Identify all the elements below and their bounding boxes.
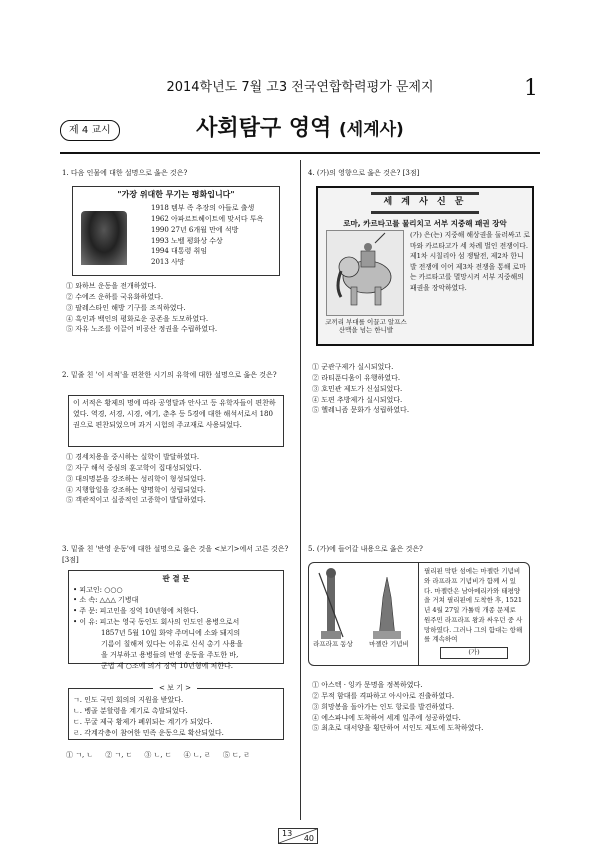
verdict-line: 군법 제 ○조에 의거 징역 10년형에 처한다.: [101, 661, 234, 670]
option[interactable]: ② 수에즈 운하를 국유화하였다.: [66, 292, 164, 301]
verdict-line: • 소 속: △△△ 기병대: [73, 596, 139, 605]
book-text: 필리핀 막탄 섬에는 마젤란 기념비와 라프라프 기념비가 함께 서 있다. 마젤란은 남아메리카와 태평양을 거쳐 필리핀에 도착한 후, 1521년 4월 27일 가톨릭 개종 문제로 원주민 라프라프 왕과 싸우던 중 사망하였다. 그러나 그의 함대는 항해를 계속하여: [424, 567, 523, 644]
image-caption: 코끼리 부대를 이끌고 알프스 산맥을 넘는 한니발: [325, 318, 407, 335]
subject-sub: (세계사): [339, 120, 404, 140]
portrait-image: [81, 211, 127, 265]
subject-main: 사회탐구 영역: [196, 116, 332, 141]
page-current: 13: [282, 829, 293, 838]
verdict-box: [68, 570, 284, 670]
question-5-options: [308, 680, 536, 734]
option[interactable]: ⑤ 헬레니즘 문화가 성립하였다.: [312, 406, 410, 415]
verdict-line: 1857년 5월 10일 화약 주머니에 소와 돼지의: [101, 629, 241, 637]
book-right-page: [418, 562, 530, 666]
question-2-prompt: 2. 밑줄 친 '이 서적'을 편찬한 시기의 유학에 대한 설명으로 옳은 것은?: [62, 371, 277, 379]
option[interactable]: ② 라티푼디움이 유행하였다.: [312, 373, 401, 382]
header-rule: [60, 152, 540, 154]
verdict-line: • 피고인: ○○○: [73, 585, 123, 594]
option[interactable]: ④ ㄴ, ㄹ: [183, 751, 211, 759]
option[interactable]: ③ ㄴ, ㄷ: [144, 751, 172, 759]
question-3-answers: [66, 750, 294, 761]
option[interactable]: ④ 흑인과 백인의 평화로운 공존을 도모하였다.: [66, 314, 209, 323]
question-2-box: 이 서적은 황제의 명에 따라 공영달과 안사고 등 유학자들이 편찬하였다. 역경, 서경, 시경, 예기, 춘추 등 5경에 대한 해석서로서 180권으로 편찬되었으며 과거 시험의 주교재로 사용되었다.: [68, 395, 284, 447]
bogi-item: ㄹ. 각계각층이 참여한 민족 운동으로 확산되었다.: [73, 728, 224, 737]
option[interactable]: ④ 지행합일을 강조하는 양명학이 성립되었다.: [66, 485, 206, 494]
bogi-box: [68, 684, 284, 740]
question-4-options: [308, 362, 536, 416]
option[interactable]: ⑤ 최초로 대서양을 횡단하여 서인도 제도에 도착하였다.: [312, 724, 484, 733]
page-total: 40: [303, 834, 314, 843]
verdict-line: • 이 유: 피고는 영국 동인도 회사의 인도인 용병으로서: [73, 618, 240, 627]
quote-title: "가장 위대한 무기는 평화입니다": [117, 190, 235, 199]
bogi-item: ㄷ. 무굴 제국 황제가 폐위되는 계기가 되었다.: [73, 717, 213, 726]
option[interactable]: ③ 희망봉을 돌아가는 인도 항로를 발견하였다.: [312, 702, 455, 711]
bogi-title: < 보 기 >: [153, 683, 197, 694]
question-1-options: [62, 281, 290, 335]
option[interactable]: ④ 에스파냐에 도착하여 세계 일주에 성공하였다.: [312, 713, 461, 722]
option[interactable]: ③ 호민관 제도가 신설되었다.: [312, 384, 403, 393]
page-counter: [278, 828, 318, 844]
hannibal-elephant-image: [326, 230, 404, 316]
option[interactable]: ③ 팔레스타인 해방 기구를 조직하였다.: [66, 303, 186, 312]
option[interactable]: ④ 도편 추방제가 실시되었다.: [312, 395, 403, 404]
timeline-item: 1962 아파르트헤이트에 맞서다 투옥: [151, 214, 264, 223]
option[interactable]: ① 와하브 운동을 전개하였다.: [66, 282, 157, 290]
option[interactable]: ① ㄱ, ㄴ: [66, 751, 94, 759]
subject-title: [0, 112, 600, 145]
newspaper-box: [316, 186, 534, 346]
question-1-prompt: 1. 다음 인물에 대한 설명으로 옳은 것은?: [62, 169, 188, 177]
timeline-item: 1918 템부 족 추장의 아들로 출생: [151, 204, 255, 212]
timeline-item: 2013 사망: [151, 258, 185, 267]
page-number: 1: [524, 76, 538, 101]
question-3-prompt: 3. 밑줄 친 '반영 운동'에 대한 설명으로 옳은 것을 <보기>에서 고른 것은? [3점]: [62, 545, 289, 564]
open-book-illustration: [308, 562, 530, 672]
option[interactable]: ⑤ 객관적이고 실증적인 고증학이 발달하였다.: [66, 496, 206, 505]
timeline: [151, 203, 263, 268]
option[interactable]: ② ㄱ, ㄷ: [105, 751, 133, 759]
question-1-box: [72, 186, 280, 276]
bogi-item: ㄴ. 벵골 분할령을 계기로 촉발되었다.: [73, 706, 188, 715]
exam-title: 2014학년도 7월 고3 전국연합학력평가 문제지: [166, 80, 434, 95]
blank-box: (가): [440, 647, 508, 659]
question-4-prompt: 4. (가)의 영향으로 옳은 것은? [3점]: [308, 169, 420, 177]
timeline-item: 1994 대통령 취임: [151, 247, 208, 256]
verdict-line: 을 거부하고 용병들의 반영 운동을 주도한 바,: [101, 650, 239, 659]
option[interactable]: ⑤ 자유 노조를 이끌어 비공산 정권을 수립하였다.: [66, 325, 218, 334]
bogi-item: ㄱ. 인도 국민 회의의 지원을 받았다.: [73, 696, 184, 704]
statue-caption-magellan: 마젤란 기념비: [369, 640, 409, 648]
option[interactable]: ⑤ ㄷ, ㄹ: [222, 751, 251, 759]
option[interactable]: ① 군관구제가 실시되었다.: [312, 363, 394, 371]
timeline-item: 1990 27년 6개월 만에 석방: [151, 225, 239, 234]
statue-caption-lapulapu: 라프라프 동상: [313, 640, 353, 648]
book-left-page: [308, 562, 420, 666]
newspaper-headline: 로마, 카르타고를 물리치고 서부 지중해 패권 장악: [343, 218, 507, 228]
option[interactable]: ① 아스텍 · 잉카 문명을 정복하였다.: [312, 681, 423, 689]
newspaper-masthead: 세 계 사 신 문: [318, 192, 532, 214]
question-5-prompt: 5. (가)에 들어갈 내용으로 옳은 것은?: [308, 545, 423, 553]
timeline-item: 1993 노벨 평화상 수상: [151, 236, 223, 245]
column-divider: [300, 160, 301, 820]
option[interactable]: ② 자구 해석 중심의 훈고학이 집대성되었다.: [66, 463, 202, 472]
newspaper-body: (가) 은(는) 지중해 해상권을 둘러싸고 로마와 카르타고가 세 차례 벌인 전쟁이다. 제1차 시칠리아 섬 쟁탈전, 제2차 한니발 전쟁에 이어 제3차 전쟁을 통해 로마는 카르타고를 멸망시켜 서부 지중해의 패권을 장악하였다.: [410, 231, 530, 292]
question-2-options: [62, 452, 290, 506]
verdict-line: 기름이 칠해져 있다는 이유로 신식 총기 사용을: [101, 639, 243, 648]
verdict-line: • 주 문: 피고인을 징역 10년형에 처한다.: [73, 607, 199, 616]
period-badge: 제 4 교시: [60, 120, 120, 141]
verdict-title: 판 결 문: [162, 574, 190, 583]
option[interactable]: ③ 대의명분을 강조하는 성리학이 형성되었다.: [66, 474, 206, 483]
option[interactable]: ② 무적 함대를 격파하고 아시아로 진출하였다.: [312, 691, 455, 700]
option[interactable]: ① 경세치용을 중시하는 실학이 발달하였다.: [66, 453, 200, 461]
